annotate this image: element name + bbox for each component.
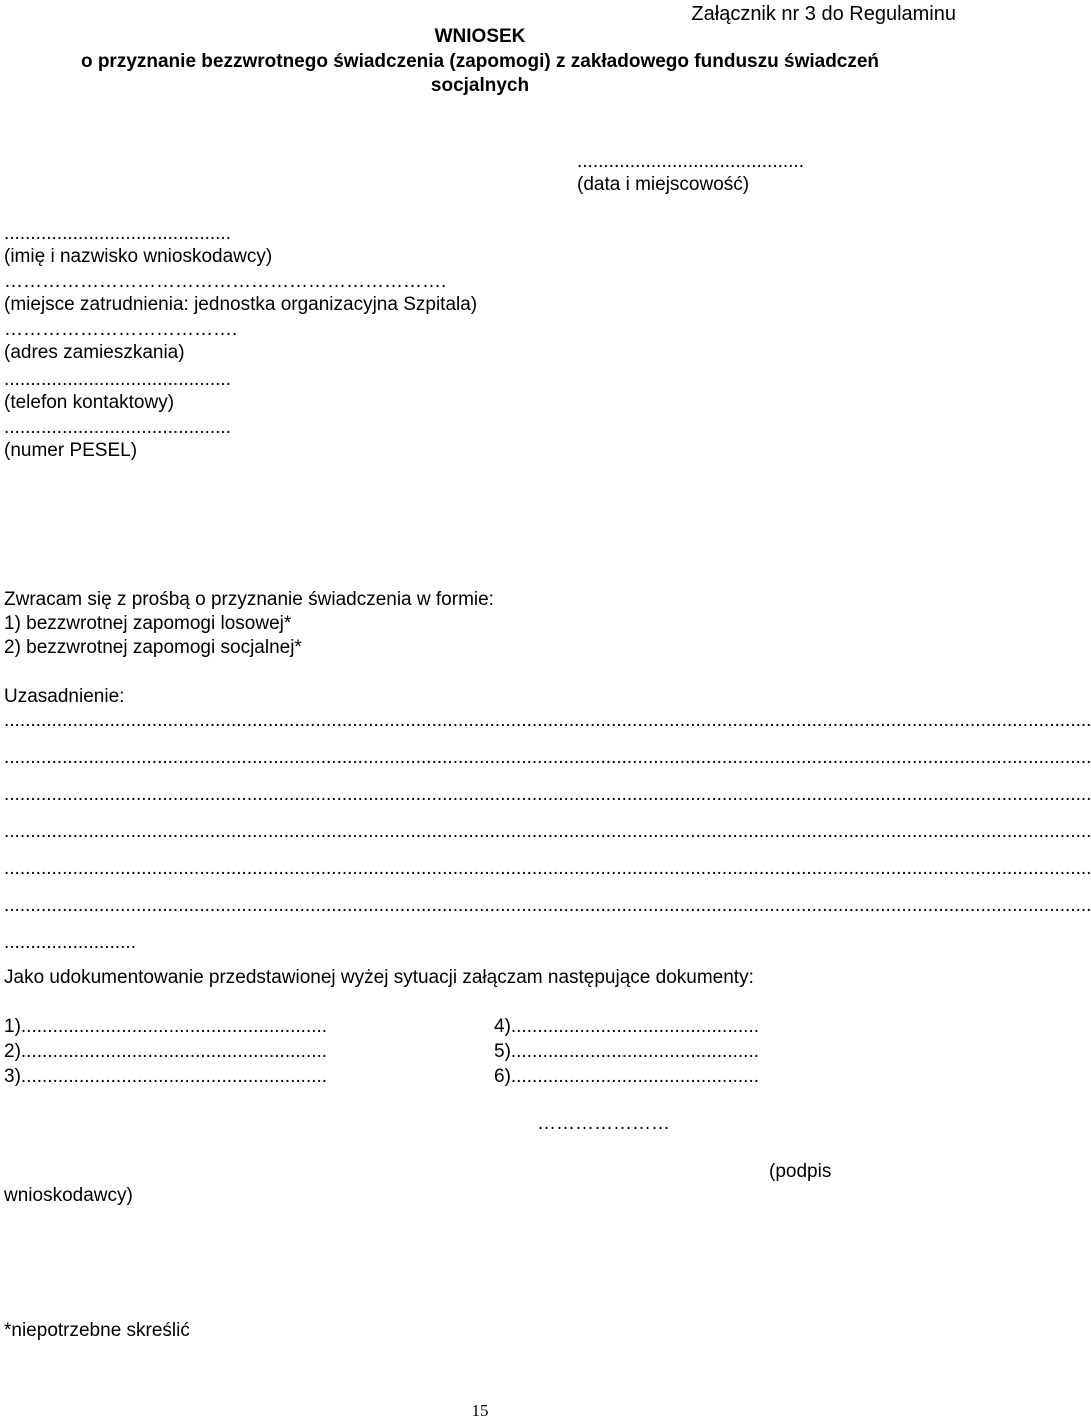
footnote: *niepotrzebne skreślić [4, 1320, 190, 1341]
attachments-intro: Jako udokumentowanie przedstawionej wyżej sytuacji załączam następujące dokumenty: [4, 967, 754, 988]
justification-line-4[interactable]: .............................................................................................................................................................................................................. [4, 821, 1091, 842]
justification-label: Uzasadnienie: [4, 686, 125, 707]
workplace-label: (miejsce zatrudnienia: jednostka organizacyjna Szpitala) [4, 294, 478, 315]
signature-dots[interactable]: ………………… [537, 1113, 670, 1134]
justification-line-3[interactable]: .............................................................................................................................................................................................................. [4, 784, 1091, 805]
attachment-item-1[interactable]: 1).......................................................... [4, 1016, 328, 1037]
attachment-item-2[interactable]: 2).......................................................... [4, 1041, 328, 1062]
request-intro: Zwracam się z prośbą o przyznanie świadczenia w formie: [4, 589, 494, 610]
address-dots[interactable]: ………………………………. [4, 319, 238, 340]
justification-line-1[interactable]: .............................................................................................................................................................................................................. [4, 710, 1091, 731]
justification-line-2[interactable]: .............................................................................................................................................................................................................. [4, 747, 1091, 768]
justification-line-6[interactable]: .............................................................................................................................................................................................................. [4, 895, 1091, 916]
attachment-item-5[interactable]: 5)............................................... [494, 1041, 759, 1062]
signature-label-part2: wnioskodawcy) [4, 1185, 133, 1206]
date-place-label: (data i miejscowość) [577, 174, 750, 195]
document-subtitle-line1: o przyznanie bezzwrotnego świadczenia (zapomogi) z zakładowego funduszu świadczeń [80, 51, 880, 72]
applicant-name-label: (imię i nazwisko wnioskodawcy) [4, 246, 273, 267]
document-title: WNIOSEK [434, 26, 526, 47]
attachment-item-4[interactable]: 4)............................................... [494, 1016, 759, 1037]
workplace-dots[interactable]: ……………………………………………………………. [4, 271, 447, 292]
justification-line-7[interactable]: ......................... [4, 932, 136, 953]
signature-label-part1: (podpis [769, 1161, 832, 1182]
request-option-1: 1) bezzwrotnej zapomogi losowej* [4, 613, 292, 634]
attachment-item-3[interactable]: 3).......................................................... [4, 1066, 328, 1087]
annex-label: Załącznik nr 3 do Regulaminu [691, 3, 956, 25]
applicant-name-dots[interactable]: ........................................... [4, 223, 231, 244]
page-number: 15 [471, 1401, 489, 1420]
phone-label: (telefon kontaktowy) [4, 392, 175, 413]
document-subtitle-line2: socjalnych [430, 75, 530, 96]
pesel-dots[interactable]: ........................................... [4, 417, 231, 438]
address-label: (adres zamieszkania) [4, 342, 185, 363]
pesel-label: (numer PESEL) [4, 440, 138, 461]
date-place-dots[interactable]: ........................................... [577, 151, 804, 172]
request-option-2: 2) bezzwrotnej zapomogi socjalnej* [4, 637, 302, 658]
phone-dots[interactable]: ........................................... [4, 369, 231, 390]
attachment-item-6[interactable]: 6)............................................... [494, 1066, 759, 1087]
justification-line-5[interactable]: .............................................................................................................................................................................................................. [4, 858, 1091, 879]
